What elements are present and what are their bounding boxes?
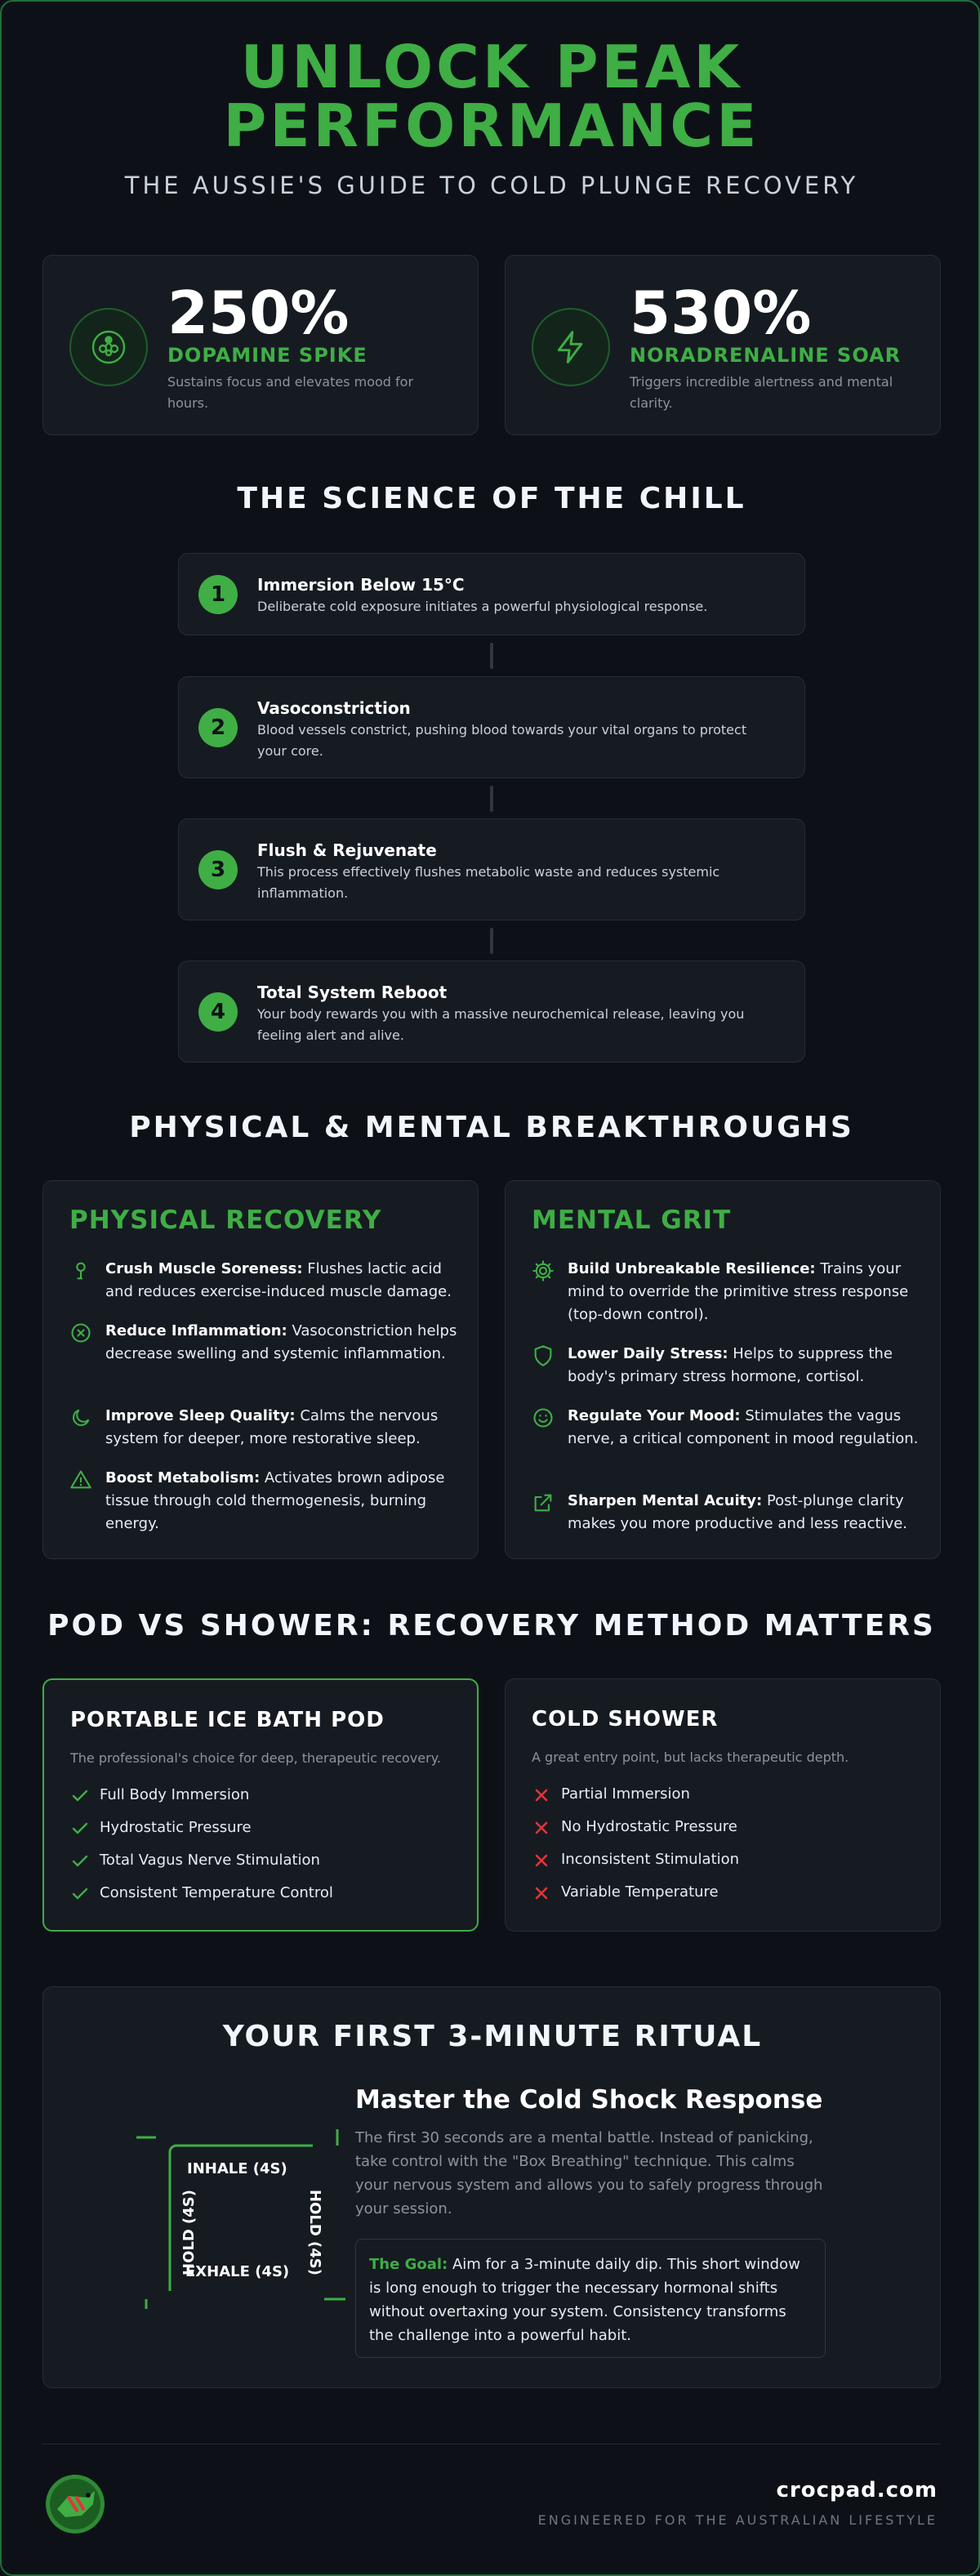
goal-label: The Goal: <box>369 2256 448 2273</box>
step-title: Total System Reboot <box>257 983 448 1002</box>
inhale-label: INHALE (4S) <box>187 2160 287 2177</box>
ritual-heading: Master the Cold Shock Response <box>355 2085 823 2115</box>
step-description: Deliberate cold exposure initiates a powerful physiological response. <box>257 599 708 614</box>
footer-divider <box>42 2444 941 2445</box>
step-number: 3 <box>198 850 238 889</box>
shower-feature <box>532 1784 915 1807</box>
hero-title <box>2 33 980 160</box>
shower-feature-label: Partial Immersion <box>561 1785 690 1803</box>
cross-circle-icon <box>69 1321 92 1344</box>
check-icon <box>70 1819 90 1838</box>
hold-left-label: HOLD (4S) <box>180 2190 198 2275</box>
stat-label: NORADRENALINE SOAR <box>630 344 902 367</box>
step-card-4 <box>178 960 805 1063</box>
hero-title-line1: UNLOCK PEAK <box>240 33 743 101</box>
stat-description: Triggers incredible alertness and mental clarity. <box>630 374 893 411</box>
shower-feature <box>532 1882 915 1905</box>
footer-tagline: ENGINEERED FOR THE AUSTRALIAN LIFESTYLE <box>537 2512 938 2528</box>
hero-title-line2: PERFORMANCE <box>223 91 760 160</box>
goal-text: Aim for a 3-minute daily dip. This short window is long enough to trigger the necessary hormonal shifts without overtaxing your system. Consistency transforms the challenge into a powerful habit. <box>369 2256 800 2344</box>
step-card-3 <box>178 818 805 920</box>
pod-title: PORTABLE ICE BATH POD <box>70 1708 385 1732</box>
step-description: Blood vessels constrict, pushing blood towards your vital organs to protect your core. <box>257 722 747 759</box>
stat-card-noradrenaline <box>505 255 941 435</box>
benefit-text: Regulate Your Mood: Stimulates the vagus nerve, a critical component in mood regulation. <box>568 1407 919 1447</box>
pod-feature-label: Consistent Temperature Control <box>100 1884 333 1901</box>
pod-feature-label: Hydrostatic Pressure <box>100 1819 252 1836</box>
mental-grit-card <box>505 1180 941 1559</box>
x-icon <box>532 1818 551 1838</box>
step-card-2 <box>178 676 805 778</box>
benefit-text: Reduce Inflammation: Vasoconstriction helps decrease swelling and systemic inflammation. <box>105 1322 457 1362</box>
mental-grit-heading: MENTAL GRIT <box>532 1206 732 1235</box>
stat-label: DOPAMINE SPIKE <box>167 344 368 367</box>
shield-icon <box>532 1344 555 1367</box>
moon-icon <box>69 1406 92 1429</box>
lightning-icon <box>532 308 610 386</box>
shower-feature <box>532 1849 915 1872</box>
smile-icon <box>532 1406 555 1429</box>
benefit-text: Improve Sleep Quality: Calms the nervous system for deeper, more restorative sleep. <box>105 1407 439 1447</box>
benefit-text: Build Unbreakable Resilience: Trains your mind to override the primitive stress response (top-down control). <box>568 1260 909 1323</box>
exhale-label: EXHALE (4S) <box>185 2263 290 2280</box>
check-icon <box>70 1884 90 1904</box>
goal-callout <box>355 2239 826 2358</box>
shower-title: COLD SHOWER <box>532 1707 719 1731</box>
benefit-text: Crush Muscle Soreness: Flushes lactic acid and reduces exercise-induced muscle damage. <box>105 1260 452 1300</box>
physical-recovery-heading: PHYSICAL RECOVERY <box>69 1206 382 1235</box>
external-link-icon <box>532 1491 555 1514</box>
hero-subtitle: THE AUSSIE'S GUIDE TO COLD PLUNGE RECOVERY <box>124 172 859 199</box>
comparison-section-title: POD VS SHOWER: RECOVERY METHOD MATTERS <box>47 1609 936 1642</box>
shower-subtitle: A great entry point, but lacks therapeutic depth. <box>532 1749 849 1765</box>
footer-brand[interactable]: crocpad.com <box>776 2478 938 2502</box>
stat-description: Sustains focus and elevates mood for hours. <box>167 374 414 411</box>
step-title: Immersion Below 15°C <box>257 575 465 595</box>
shower-feature-label: Inconsistent Stimulation <box>561 1851 740 1868</box>
shower-card <box>505 1678 941 1932</box>
pod-feature <box>70 1817 454 1840</box>
ritual-card <box>42 1986 941 2388</box>
step-description: This process effectively flushes metabolic waste and reduces systemic inflammation. <box>257 864 720 901</box>
x-icon <box>532 1851 551 1870</box>
ritual-paragraph: The first 30 seconds are a mental battle. Instead of panicking, take control with the "Box Breathing" technique. This calms your nervous system and allows you to safely progress through your session. <box>355 2129 823 2217</box>
step-title: Vasoconstriction <box>257 698 411 718</box>
x-icon <box>532 1785 551 1805</box>
box-breathing-diagram <box>149 2128 323 2291</box>
gear-icon <box>532 1259 555 1282</box>
step-connector <box>490 643 493 669</box>
pod-subtitle: The professional's choice for deep, therapeutic recovery. <box>70 1750 441 1766</box>
check-icon <box>70 1852 90 1871</box>
step-number: 4 <box>198 992 238 1032</box>
hold-right-label: HOLD (4S) <box>306 2190 323 2275</box>
step-connector <box>490 928 493 954</box>
stat-value: 530% <box>630 279 812 347</box>
pod-feature-label: Full Body Immersion <box>100 1786 250 1803</box>
benefit-text: Lower Daily Stress: Helps to suppress the body's primary stress hormone, cortisol. <box>568 1345 893 1385</box>
x-icon <box>532 1883 551 1903</box>
pod-feature <box>70 1850 454 1873</box>
pod-feature-label: Total Vagus Nerve Stimulation <box>100 1852 320 1869</box>
check-icon <box>70 1786 90 1806</box>
step-title: Flush & Rejuvenate <box>257 840 437 860</box>
stat-value: 250% <box>167 279 350 347</box>
physical-recovery-card <box>42 1180 479 1559</box>
pod-feature <box>70 1785 454 1807</box>
ritual-title: YOUR FIRST 3-MINUTE RITUAL <box>222 2020 763 2053</box>
pod-card <box>42 1678 479 1932</box>
muscle-icon <box>69 1259 92 1282</box>
warning-triangle-icon <box>69 1468 92 1491</box>
step-description: Your body rewards you with a massive neurochemical release, leaving you feeling alert and alive. <box>257 1006 745 1043</box>
pod-feature <box>70 1883 454 1905</box>
benefit-text: Boost Metabolism: Activates brown adipose tissue through cold thermogenesis, burning energy. <box>105 1469 445 1532</box>
crocpad-logo-icon <box>44 2473 106 2535</box>
step-number: 2 <box>198 708 238 747</box>
shower-feature <box>532 1816 915 1839</box>
benefit-text: Sharpen Mental Acuity: Post-plunge clarity makes you more productive and less reactive. <box>568 1492 907 1532</box>
step-number: 1 <box>198 575 238 614</box>
brain-icon <box>69 308 148 386</box>
stat-card-dopamine <box>42 255 479 435</box>
step-card-1 <box>178 553 805 635</box>
science-section-title: THE SCIENCE OF THE CHILL <box>237 482 746 515</box>
shower-feature-label: No Hydrostatic Pressure <box>561 1818 737 1835</box>
step-connector <box>490 786 493 812</box>
shower-feature-label: Variable Temperature <box>561 1883 719 1901</box>
breakthroughs-section-title: PHYSICAL & MENTAL BREAKTHROUGHS <box>129 1111 854 1144</box>
